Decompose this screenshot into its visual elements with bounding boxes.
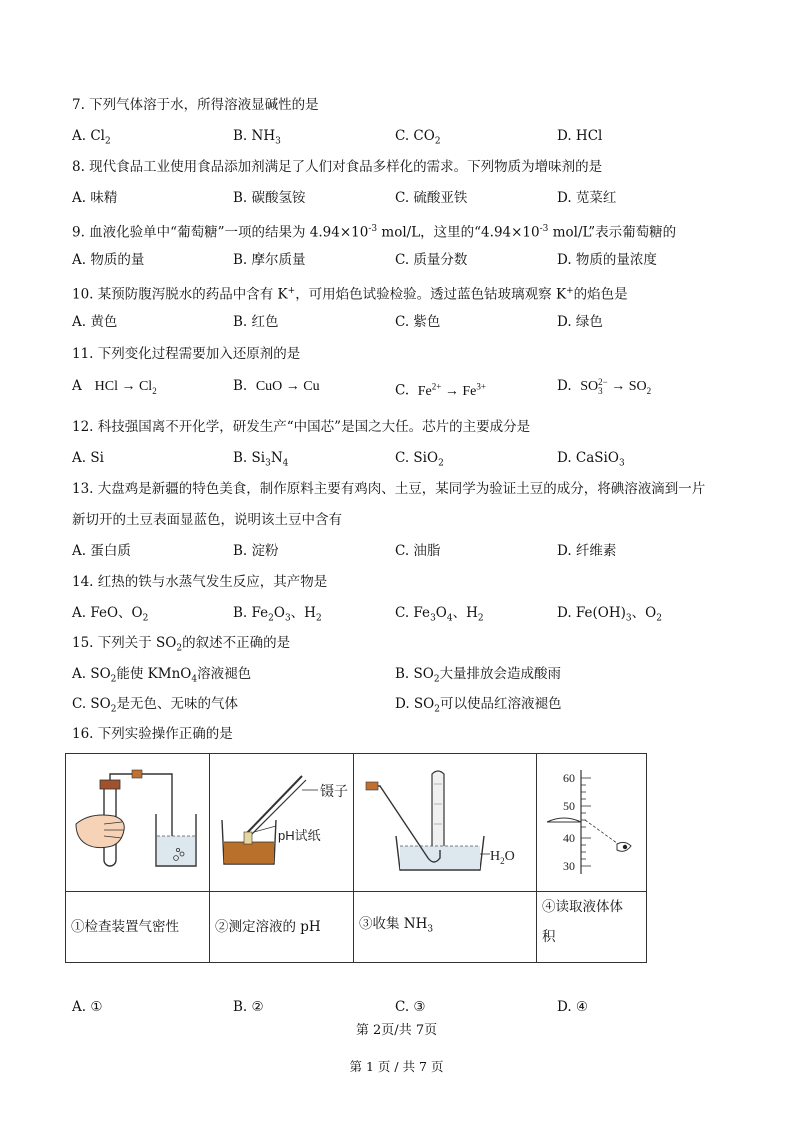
q11-options <box>0 376 793 399</box>
q10-stem: 10. 某预防腹泻脱水的药品中含有 K+，可用焰色试验检验。透过蓝色钴玻璃观察 K+的焰色是 <box>72 286 628 303</box>
experiment-figure-2 <box>210 754 354 892</box>
q13-option-b: B. 淀粉 <box>233 543 279 559</box>
q15-options-row2 <box>0 695 793 713</box>
q9-option-a: A. 物质的量 <box>72 252 145 268</box>
q14-stem: 14. 红热的铁与水蒸气发生反应，其产物是 <box>72 574 328 590</box>
q10-option-a: A. 黄色 <box>72 314 118 330</box>
collect-nh3-illustration <box>354 754 536 891</box>
q15-stem: 15. 下列关于 $SO_2$的叙述不正确的是 <box>72 635 291 654</box>
q7-option-c: C. $CO_2$ <box>395 128 441 147</box>
q14-option-c: C. $Fe_3O_4$、$H_2$ <box>395 605 484 624</box>
q12-stem: 12. 科技强国离不开化学，研发生产“中国芯”是国之大任。芯片的主要成分是 <box>72 419 531 435</box>
q11-option-c: C. $Fe^{2+} \to Fe^{3+}$ <box>395 381 486 399</box>
experiment-figure-1 <box>66 754 210 892</box>
q14-option-b: B. $Fe_2O_3$、$H_2$ <box>233 605 322 624</box>
q9-option-b: B. 摩尔质量 <box>233 252 306 268</box>
q16-option-d: D. ④ <box>557 999 589 1015</box>
q9-options <box>0 251 793 269</box>
q12-options <box>0 449 793 467</box>
ph-measurement-illustration <box>210 754 355 891</box>
q9-stem: 9. 血液化验单中“葡萄糖”一项的结果为 $4.94\times 10^{-3}$ mol/L，这里的“$4.94\times 10^{-3}$ mol/L”表示葡萄糖的 <box>72 224 677 241</box>
q13-stem-line2: 新切开的土豆表面显蓝色，说明该土豆中含有 <box>72 512 342 528</box>
q15-option-b: B. $SO_2$大量排放会造成酸雨 <box>395 666 562 685</box>
q15-option-c: C. $SO_2$是无色、无味的气体 <box>72 696 238 715</box>
outer-page-number: 第 1 页 / 共 7 页 <box>349 1059 444 1074</box>
caption-4: ④读取液体体 积 <box>537 892 647 963</box>
q7-option-d: D. HCl <box>557 128 603 144</box>
q10-option-b: B. 红色 <box>233 314 279 330</box>
read-volume-illustration <box>537 754 646 891</box>
q10-options <box>0 313 793 331</box>
q8-option-a: A. 味精 <box>72 190 118 206</box>
q7-option-a: A. $Cl_2$ <box>72 128 111 147</box>
q8-option-c: C. 硫酸亚铁 <box>395 190 468 206</box>
q15-option-a: A. $SO_2$能使 KMnO$_4$溶液褪色 <box>72 666 252 685</box>
q14-options <box>0 604 793 622</box>
q15-options-row1 <box>0 665 793 683</box>
tick-label-50: 50 <box>563 799 575 813</box>
q8-options <box>0 189 793 207</box>
experiment-table <box>65 753 647 963</box>
caption-3: ③收集 $NH_3$ <box>354 892 537 963</box>
q12-option-a: A. Si <box>72 450 104 466</box>
tick-label-30: 30 <box>563 859 575 873</box>
q8-option-b: B. 碳酸氢铵 <box>233 190 306 206</box>
q8-stem: 8. 现代食品工业使用食品添加剂满足了人们对食品多样化的需求。下列物质为增味剂的是 <box>72 159 603 175</box>
q14-option-d: D. $Fe(OH)_3$、$O_2$ <box>557 605 662 624</box>
inner-page-number: 第 2页/共 7页 <box>355 1023 438 1038</box>
q14-option-a: A. FeO、$O_2$ <box>72 605 149 624</box>
q10-option-c: C. 紫色 <box>395 314 441 330</box>
water-label: $H_2O$ <box>490 849 515 866</box>
q16-options <box>0 998 793 1016</box>
airtight-check-illustration <box>66 754 209 891</box>
q15-option-d: D. $SO_2$可以使品红溶液褪色 <box>395 696 562 715</box>
tick-label-60: 60 <box>563 771 575 785</box>
tick-label-40: 40 <box>563 831 575 845</box>
q13-option-d: D. 纤维素 <box>557 543 617 559</box>
q7-stem: 7. 下列气体溶于水，所得溶液显碱性的是 <box>72 97 319 113</box>
q12-option-b: B. $Si_3N_4$ <box>233 450 289 469</box>
experiment-figure-3 <box>354 754 537 892</box>
q11-option-d: D. SO 2− 3 → $SO_2$ <box>557 376 652 396</box>
q11-option-a: A HCl → $Cl_2$ <box>72 378 157 396</box>
q13-option-a: A. 蛋白质 <box>72 543 131 559</box>
q11-stem: 11. 下列变化过程需要加入还原剂的是 <box>72 346 301 362</box>
q13-stem-line1: 13. 大盘鸡是新疆的特色美食，制作原料主要有鸡肉、土豆，某同学为验证土豆的成分，将碘溶液滴到一片 <box>72 481 706 497</box>
q16-option-a: A. ① <box>72 999 103 1015</box>
q13-options <box>0 542 793 560</box>
q7-options <box>0 127 793 145</box>
ph-paper-label: pH试纸 <box>278 828 321 843</box>
experiment-figure-4 <box>537 754 647 892</box>
q16-option-c: C. ③ <box>395 999 426 1015</box>
q12-option-c: C. SiO$_2$ <box>395 450 444 469</box>
q11-option-b: B. CuO → Cu <box>233 378 320 394</box>
q12-option-d: D. CaSiO$_3$ <box>557 450 625 469</box>
q8-option-d: D. 苋菜红 <box>557 190 617 206</box>
q9-option-d: D. 物质的量浓度 <box>557 252 657 268</box>
q16-stem: 16. 下列实验操作正确的是 <box>72 726 233 742</box>
q9-option-c: C. 质量分数 <box>395 252 468 268</box>
q7-option-b: B. $NH_3$ <box>233 128 281 147</box>
q10-option-d: D. 绿色 <box>557 314 603 330</box>
caption-2: ②测定溶液的 pH <box>210 892 354 963</box>
tweezers-label: 镊子 <box>320 783 348 799</box>
q16-option-b: B. ② <box>233 999 264 1015</box>
caption-1: ①检查装置气密性 <box>66 892 210 963</box>
q13-option-c: C. 油脂 <box>395 543 441 559</box>
